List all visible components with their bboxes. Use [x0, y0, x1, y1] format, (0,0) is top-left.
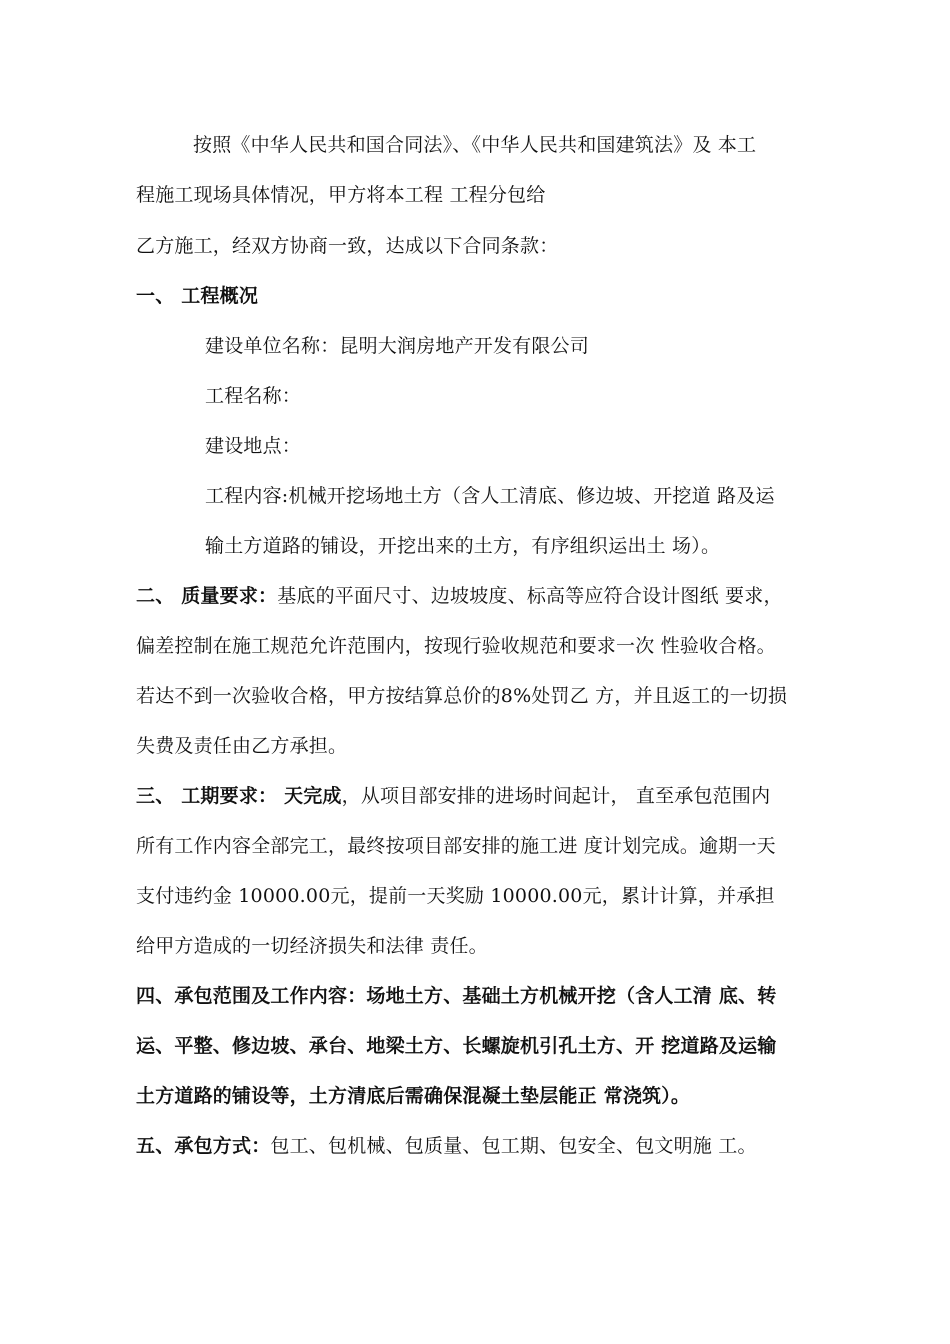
section-2-line-4: 失费及责任由乙方承担。 [136, 735, 348, 757]
section-2-text-1: 基底的平面尺寸、边坡坡度、标高等应符合设计图纸 要求， [277, 585, 783, 607]
section-2-line-1 [136, 583, 783, 609]
section-4-line-3: 土方道路的铺设等，土方清底后需确保混凝土垫层能正 常浇筑）。 [136, 1085, 691, 1107]
section-2-label: 二、 质量要求： [136, 585, 278, 607]
intro-line-3: 乙方施工，经双方协商一致，达成以下合同条款： [136, 235, 559, 257]
section-1-heading: 一、 工程概况 [136, 285, 259, 307]
project-content-line-2: 输土方道路的铺设，开挖出来的土方，有序组织运出土 场）。 [205, 535, 721, 557]
project-location: 建设地点： [205, 435, 302, 457]
section-3-label: 三、 工期要求： 天完成 [136, 785, 342, 807]
section-4-line-1: 四、承包范围及工作内容：场地土方、基础土方机械开挖（含人工清 底、转 [136, 985, 777, 1007]
section-5-label: 五、承包方式： [136, 1135, 271, 1157]
project-content-line-1: 工程内容:机械开挖场地土方（含人工清底、修边坡、开挖道 路及运 [205, 485, 775, 507]
section-3-line-2: 所有工作内容全部完工，最终按项目部安排的施工进 度计划完成。逾期一天 [136, 835, 776, 857]
intro-line-2: 程施工现场具体情况，甲方将本工程 工程分包给 [136, 184, 546, 206]
owner-name: 建设单位名称：昆明大润房地产开发有限公司 [205, 335, 590, 357]
project-name: 工程名称： [205, 385, 302, 407]
section-3-text-1: ，从项目部安排的进场时间起计， 直至承包范围内 [341, 785, 771, 807]
section-2-line-2: 偏差控制在施工规范允许范围内，按现行验收规范和要求一次 性验收合格。 [136, 635, 776, 657]
intro-line-1: 按照《中华人民共和国合同法》、《中华人民共和国建筑法》及 本工 [193, 134, 757, 156]
section-5-line [136, 1133, 757, 1159]
section-5-text: 包工、包机械、包质量、包工期、包安全、包文明施 工。 [270, 1135, 757, 1157]
section-3-line-4: 给甲方造成的一切经济损失和法律 责任。 [136, 935, 488, 957]
section-4-line-2: 运、平整、修边坡、承台、地梁土方、长螺旋机引孔土方、开 挖道路及运输 [136, 1035, 777, 1057]
section-2-line-3: 若达不到一次验收合格，甲方按结算总价的8%处罚乙 方，并且返工的一切损 [136, 685, 788, 707]
section-3-line-3: 支付违约金 10000.00元，提前一天奖励 10000.00元，累计计算，并承担 [136, 885, 775, 907]
section-3-line-1 [136, 783, 770, 809]
